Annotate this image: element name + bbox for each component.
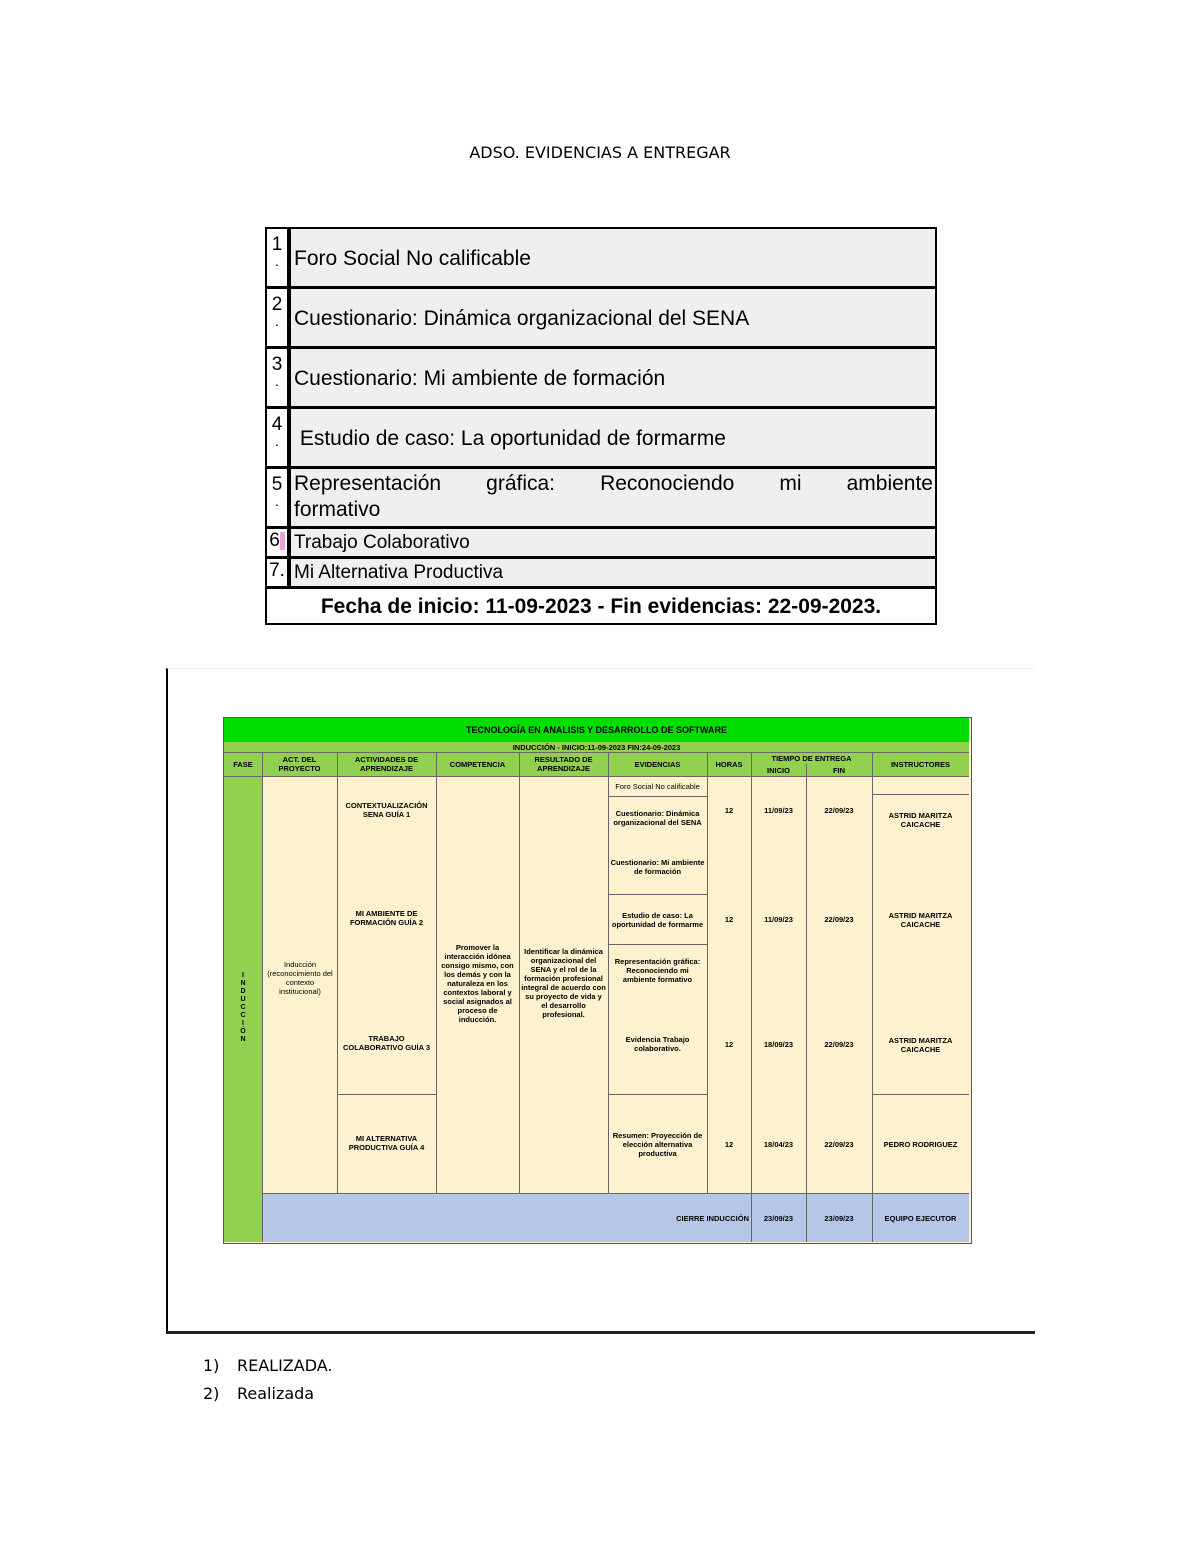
evidence-row-4: 4 . Estudio de caso: La oportunidad de formarme (267, 409, 935, 469)
horas-row-1: 12 (724, 805, 734, 815)
evidence-number: 4 (271, 414, 283, 435)
evidencia-4: Estudio de caso: La oportunidad de formarme (611, 911, 704, 929)
evidence-text: Foro Social No calificable (294, 246, 531, 270)
header-evidencias: EVIDENCIAS (608, 752, 707, 776)
evidence-number: 2 (271, 294, 283, 315)
evidence-row-6 (267, 529, 935, 559)
inicio-row-3: 18/09/23 (763, 1039, 794, 1049)
evidences-table (265, 227, 937, 625)
header-actividades: ACTIVIDADES DE APRENDIZAJE (337, 752, 436, 776)
horas-row-4: 12 (724, 1139, 734, 1149)
actividad-3: TRABAJO COLABORATIVO GUÍA 3 (342, 1034, 431, 1052)
actividad-1: CONTEXTUALIZACIÓN SENA GUÍA 1 (345, 801, 428, 819)
evidence-number: 7 (269, 560, 280, 581)
evidence-row-3: 3 . Cuestionario: Mi ambiente de formación (267, 349, 935, 409)
evidence-number: 1 (271, 234, 283, 255)
document-title: ADSO. EVIDENCIAS A ENTREGAR (469, 143, 731, 162)
header-instructores: INSTRUCTORES (872, 752, 969, 776)
inicio-row-2: 11/09/23 (764, 914, 793, 924)
evidence-number: 6 (269, 530, 280, 551)
cierre-inicio: 23/09/23 (763, 1213, 794, 1223)
evidence-text: Cuestionario: Dinámica organizacional del SENA (294, 306, 750, 330)
inicio-row-1: 11/09/23 (764, 805, 793, 815)
fin-row-4: 22/09/23 (824, 1139, 854, 1149)
header-inicio: INICIO (751, 764, 806, 776)
fin-row-1: 22/09/23 (824, 805, 854, 815)
evidence-number: 5 (271, 474, 283, 495)
fase-label: INDUCCIÓN (239, 972, 247, 1044)
evidence-text: Mi Alternativa Productiva (294, 561, 504, 583)
act-text: Inducción (reconocimiento del contexto institucional) (267, 960, 333, 996)
evidence-row-7: 7. Mi Alternativa Productiva (267, 559, 935, 589)
horas-row-2: 12 (724, 914, 734, 924)
header-act: ACT. DEL PROYECTO (262, 752, 337, 776)
evidence-text: Cuestionario: Mi ambiente de formación (294, 366, 666, 390)
resultado-text: Identificar la dinámica organizacional del SENA y el rol de la formación profesional integral de acuerdo con su proyecto de vida y el desarrollo profesional. (521, 947, 606, 1019)
schedule-subtitle: INDUCCIÓN - INICIO:11-09-2023 FIN:24-09-2023 (224, 742, 969, 752)
fin-row-2: 22/09/23 (824, 914, 854, 924)
schedule-title: TECNOLOGÍA EN ANALISIS Y DESARROLLO DE SOFTWARE (224, 718, 969, 742)
evidence-text: Estudio de caso: La oportunidad de formarme (294, 426, 726, 450)
fin-row-3: 22/09/23 (824, 1039, 854, 1049)
evidence-number: 3 (271, 354, 283, 375)
header-fase: FASE (224, 752, 262, 776)
header-competencia: COMPETENCIA (436, 752, 519, 776)
instructor-row-3: ASTRID MARITZA CAICACHE (888, 1036, 953, 1054)
notes-list (203, 1356, 333, 1412)
actividad-2: MI AMBIENTE DE FORMACIÓN GUÍA 2 (349, 909, 424, 927)
evidencia-2: Cuestionario: Dinámica organizacional del SENA (613, 809, 702, 827)
header-tiempo: TIEMPO DE ENTREGA (751, 752, 872, 764)
list-item: 2) Realizada (203, 1384, 315, 1403)
evidencia-5: Representación gráfica: Reconociendo mi ambiente formativo (614, 956, 701, 984)
header-fin: FIN (806, 764, 872, 776)
list-item: 1) REALIZADA. (203, 1356, 333, 1375)
actividad-4: MI ALTERNATIVA PRODUCTIVA GUÍA 4 (348, 1134, 425, 1152)
instructor-row-2: ASTRID MARITZA CAICACHE (888, 911, 953, 929)
evidence-text: Representación gráfica: Reconociendo mi ambiente formativo (294, 472, 933, 521)
dates-footer: Fecha de inicio: 11-09-2023 - Fin evidencias: 22-09-2023. (267, 589, 935, 623)
competencia-text: Promover la interacción idónea consigo mismo, con los demás y con la naturaleza en los contextos laboral y social asignados al proceso de inducción. (441, 942, 514, 1024)
evidencia-6: Evidencia Trabajo colaborativo. (625, 1035, 690, 1053)
inicio-row-4: 18/04/23 (763, 1139, 794, 1149)
instructor-row-4: PEDRO RODRIGUEZ (883, 1139, 958, 1149)
header-horas: HORAS (707, 752, 751, 776)
horas-row-3: 12 (724, 1039, 734, 1049)
evidence-row-1: 1 . Foro Social No calificable (267, 229, 935, 289)
instructor-row-1: ASTRID MARITZA CAICACHE (888, 811, 953, 829)
evidencia-7: Resumen: Proyección de elección alternativa productiva (612, 1130, 703, 1158)
cierre-fin: 23/09/23 (824, 1213, 854, 1223)
cierre-label: CIERRE INDUCCIÓN (676, 1213, 749, 1223)
schedule-table (223, 717, 972, 1244)
evidencia-3: Cuestionario: Mi ambiente de formación (610, 858, 705, 876)
evidencia-1: Foro Social No calificable (615, 781, 700, 791)
evidence-text: Trabajo Colaborativo (294, 531, 470, 553)
evidence-row-2: 2 . Cuestionario: Dinámica organizacional del SENA (267, 289, 935, 349)
header-resultado: RESULTADO DE APRENDIZAJE (519, 752, 608, 776)
evidence-row-5: 5 . Representación gráfica: Reconociendo mi ambiente formativo (267, 469, 935, 529)
cierre-instructor: EQUIPO EJECUTOR (884, 1213, 957, 1223)
